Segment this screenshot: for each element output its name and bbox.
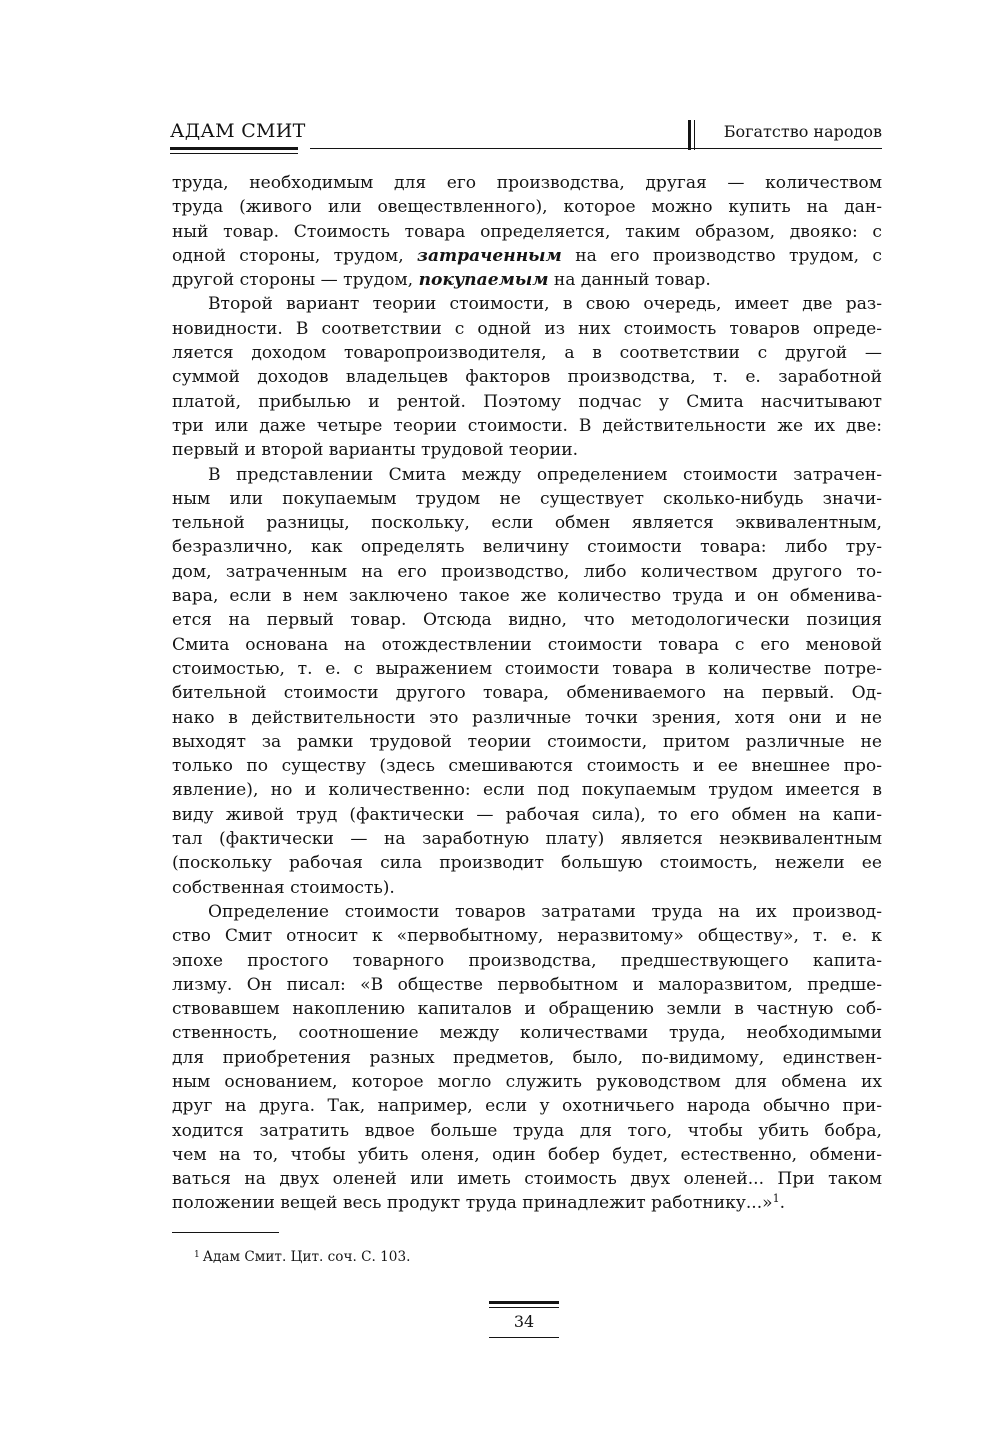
page-number-rule-top-thin (489, 1307, 559, 1308)
running-head-title: Богатство народов (723, 122, 882, 141)
running-head-author-rule (170, 147, 298, 150)
emphasis: покупаемым (418, 270, 549, 291)
text-line: положении вещей весь продукт труда принадлежит работнику...»$^1$. (172, 1192, 786, 1214)
text-line: Смита основана на отождествлении стоимости товара с его меновой (172, 634, 882, 655)
text-line: суммой доходов владельцев факторов производства, т. е. заработной (172, 367, 882, 388)
text-line: ным основанием, которое могло служить руководством для обмена их (172, 1071, 882, 1092)
text-line: ваться на двух оленей или иметь стоимость двух оленей... При таком (172, 1169, 882, 1190)
text-line: труда, необходимым для его производства, другая — количеством (172, 173, 882, 193)
text-line: вара, если в нем заключено такое же количество труда и он обменива- (172, 586, 882, 607)
footnote-marker: 1 (194, 1250, 200, 1260)
running-head-rule (310, 148, 882, 149)
text-line: (поскольку рабочая сила производит большую стоимость, нежели ее (172, 853, 882, 874)
running-head-author-rule-thin (170, 153, 298, 154)
text-line: только по существу (здесь смешиваются стоимость и ее внешнее про- (172, 756, 882, 777)
text-line: виду живой труд (фактически — рабочая сила), то его обмен на капи- (172, 804, 882, 825)
text-line: одной стороны, трудом, затраченным на его производство трудом, с (172, 245, 882, 266)
text-line: явление), но и количественно: если под покупаемым трудом имеется в (172, 780, 882, 801)
text-line: ство Смит относит к «первобытному, неразвитому» обществу», т. е. к (172, 926, 882, 947)
text-line: дом, затраченным на его производство, либо количеством другого то- (172, 561, 882, 582)
text-line: ствовавшем накоплению капиталов и обращению земли в частную соб- (172, 999, 882, 1020)
text-line: Определение стоимости товаров затратами труда на их производ- (208, 901, 882, 922)
text-line: нако в действительности это различные точки зрения, хотя они и не (172, 707, 882, 728)
text-line: ходится затратить вдвое больше труда для того, чтобы убить бобра, (172, 1120, 882, 1141)
text-line: стоимостью, т. е. с выражением стоимости товара в количестве потре- (172, 658, 882, 679)
footnote-text: Адам Смит. Цит. соч. С. 103. (202, 1249, 411, 1265)
text-line: платой, прибылью и рентой. Поэтому подчас у Смита насчитывают (172, 391, 882, 412)
text-line: собственная стоимость). (172, 877, 395, 898)
footnote-rule (172, 1232, 279, 1233)
page-number-rule-top (489, 1301, 559, 1304)
text-line: новидности. В соответствии с одной из них стоимость товаров опреде- (172, 318, 882, 339)
text-line: для приобретения разных предметов, было, по-видимому, единствен- (172, 1047, 882, 1068)
text-line: ный товар. Стоимость товара определяется, таким образом, двояко: с (172, 221, 882, 242)
text-line: три или даже четыре теории стоимости. В действительности же их две: (172, 415, 882, 436)
page-number-rule-bottom (489, 1337, 559, 1338)
text-line: эпохе простого товарного производства, предшествующего капита- (172, 950, 882, 971)
text-line: первый и второй варианты трудовой теории. (172, 440, 579, 461)
text-line: Второй вариант теории стоимости, в свою очередь, имеет две раз- (208, 294, 882, 315)
text-line: чем на то, чтобы убить оленя, один бобер будет, естественно, обмени- (172, 1144, 882, 1165)
text-line: лизму. Он писал: «В обществе первобытном и малоразвитом, предше- (172, 974, 882, 995)
text-line: ется на первый товар. Отсюда видно, что методологически позиция (172, 610, 882, 631)
emphasis: затраченным (417, 245, 562, 266)
text-line: тал (фактически — на заработную плату) является неэквивалентным (172, 829, 882, 850)
text-line: выходят за рамки трудовой теории стоимости, притом различные не (172, 731, 882, 752)
footnote-reference[interactable]: 1 (772, 1192, 780, 1206)
text-line: труда (живого или овеществленного), которое можно купить на дан- (172, 197, 882, 218)
text-line: бительной стоимости другого товара, обмениваемого на первый. Од- (172, 683, 882, 704)
text-line: ственность, соотношение между количествами труда, необходимыми (172, 1023, 882, 1044)
running-head (170, 112, 882, 158)
text-line: тельной разницы, поскольку, если обмен является эквивалентным, (172, 513, 882, 534)
text-line: ным или покупаемым трудом не существует сколько-нибудь значи- (172, 488, 882, 509)
page-number: 34 (513, 1312, 535, 1331)
text-line: ляется доходом товаропроизводителя, а в соответствии с другой — (172, 343, 882, 364)
running-head-author: АДАМ СМИТ (170, 120, 306, 142)
text-line: безразлично, как определять величину стоимости товара: либо тру- (172, 537, 882, 558)
text-line: другой стороны — трудом, покупаемым на данный товар. (172, 270, 711, 291)
body-text (172, 171, 882, 1216)
text-line: друг на друга. Так, например, если у охотничьего народа обычно при- (172, 1096, 882, 1117)
footnote (194, 1247, 410, 1267)
text-line: В представлении Смита между определением стоимости затрачен- (208, 464, 882, 485)
running-head-divider (688, 120, 691, 150)
running-head-divider-thin (694, 120, 695, 150)
